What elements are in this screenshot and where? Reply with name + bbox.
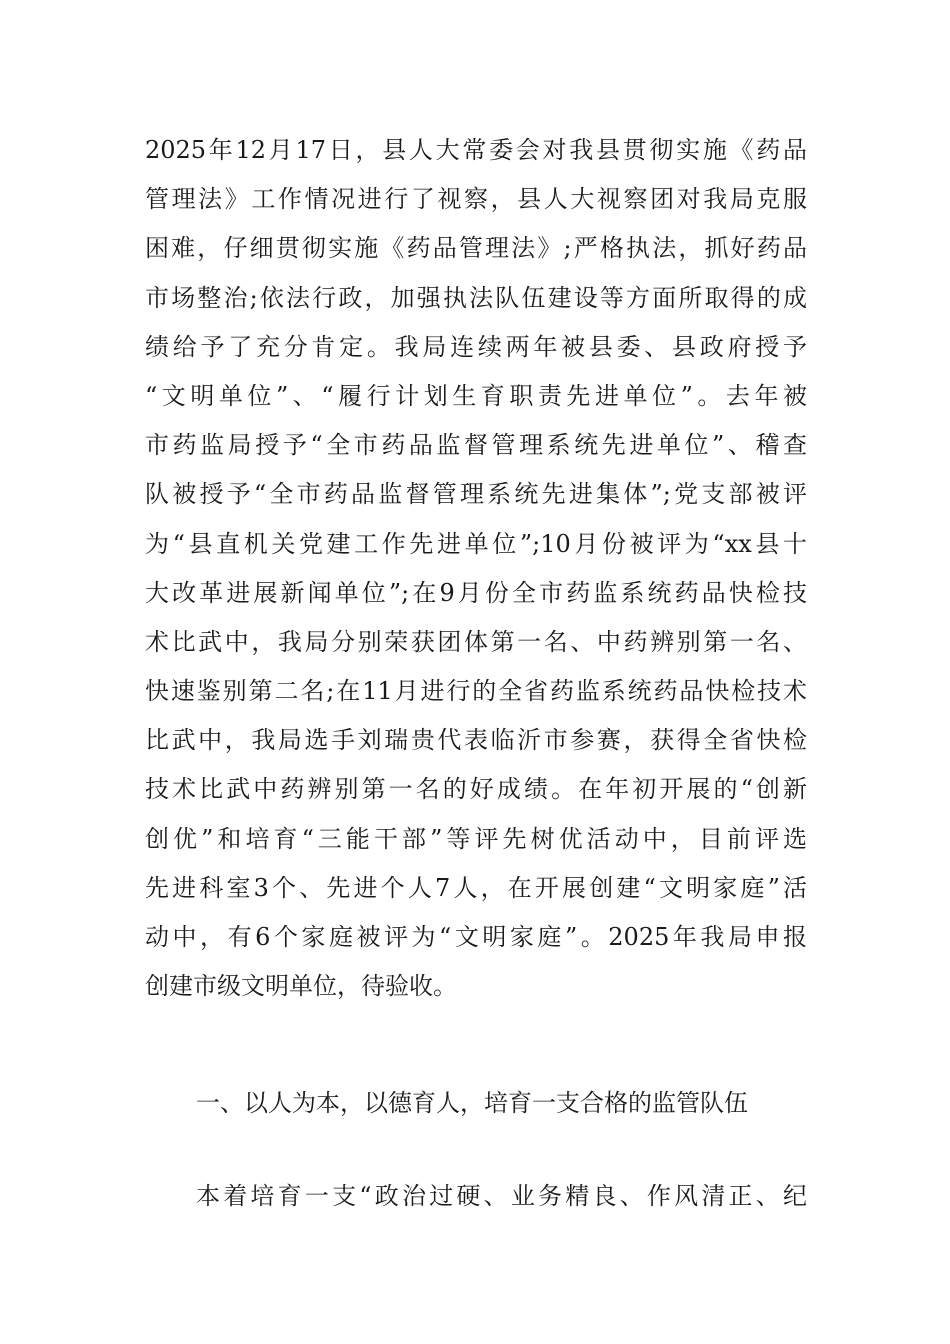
paragraph-line: 管理法》工作情况进行了视察，县人大视察团对我局克服 xyxy=(145,185,807,214)
paragraph-line: 2025年12月17日，县人大常委会对我县贯彻实施《药品 xyxy=(145,136,807,164)
body-paragraph-continued: 本着培育一支“政治过硬、业务精良、作风清正、纪 xyxy=(196,1182,807,1210)
paragraph-line: 困难，仔细贯彻实施《药品管理法》;严格执法，抓好药品 xyxy=(145,234,807,263)
paragraph-line: 创建市级文明单位，待验收。 xyxy=(145,972,457,1001)
paragraph-line: 市药监局授予“全市药品监督管理系统先进单位”、稽查 xyxy=(145,431,807,460)
section-heading: 一、以人为本，以德育人，培育一支合格的监管队伍 xyxy=(196,1089,748,1117)
paragraph-line: 为“县直机关党建工作先进单位”;10月份被评为“xx县十 xyxy=(145,529,807,558)
paragraph-line: 术比武中，我局分别荣获团体第一名、中药辨别第一名、 xyxy=(145,627,807,656)
paragraph-line: 快速鉴别第二名;在11月进行的全省药监系统药品快检技术 xyxy=(145,677,807,706)
paragraph-line: 动中，有6个家庭被评为“文明家庭”。2025年我局申报 xyxy=(145,923,807,951)
paragraph-line: 先进科室3个、先进个人7人，在开展创建“文明家庭”活 xyxy=(145,873,807,902)
paragraph-line: 创优”和培育“三能干部”等评先树优活动中，目前评选 xyxy=(145,824,807,853)
paragraph-line: 大改革进展新闻单位”;在9月份全市药监系统药品快检技 xyxy=(145,578,807,607)
paragraph-line: 绩给予了充分肯定。我局连续两年被县委、县政府授予 xyxy=(145,332,807,361)
paragraph-line: 市场整治;依法行政，加强执法队伍建设等方面所取得的成 xyxy=(145,283,807,312)
paragraph-line: 比武中，我局选手刘瑞贵代表临沂市参赛，获得全省快检 xyxy=(145,726,807,755)
body-paragraph xyxy=(145,126,807,1011)
paragraph-line: 队被授予“全市药品监督管理系统先进集体”;党支部被评 xyxy=(145,480,807,509)
paragraph-line: “文明单位”、“履行计划生育职责先进单位”。去年被 xyxy=(145,381,807,410)
paragraph-line: 技术比武中药辨别第一名的好成绩。在年初开展的“创新 xyxy=(145,775,807,804)
